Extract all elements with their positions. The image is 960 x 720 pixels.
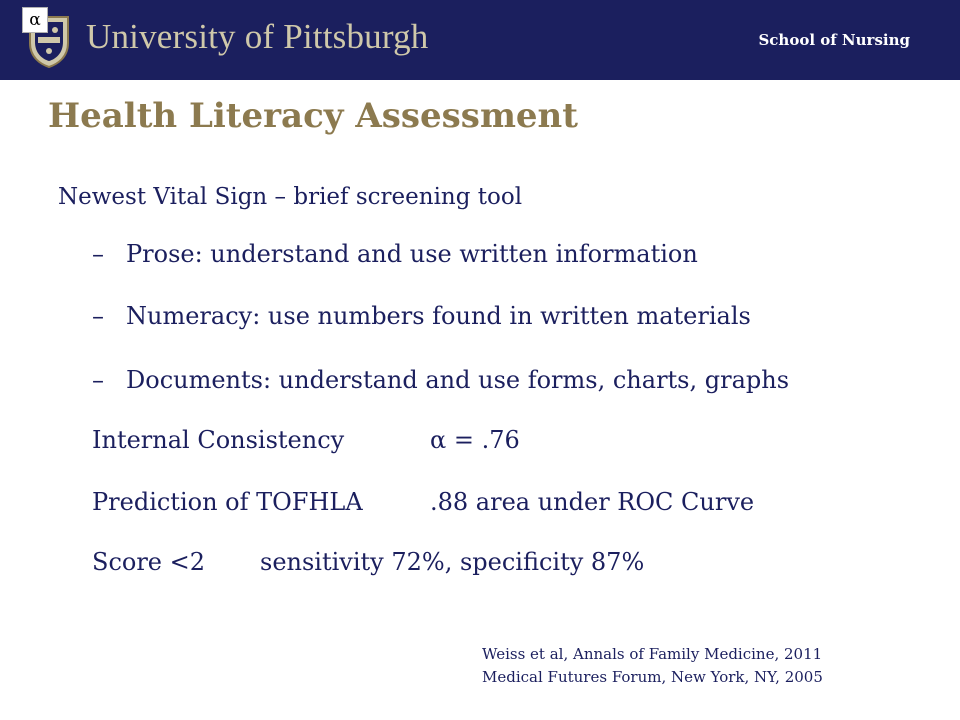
citation: Medical Futures Forum, New York, NY, 2005 [482, 668, 823, 686]
stat-label: Prediction of TOFHLA [92, 488, 363, 516]
slide-title: Health Literacy Assessment [48, 96, 578, 136]
header-banner [0, 0, 960, 80]
stat-row-prediction [92, 488, 755, 516]
bullet-dash: – [92, 366, 104, 394]
stat-value: .88 area under ROC Curve [430, 488, 755, 516]
bullet-item [92, 366, 789, 394]
bullet-text: Numeracy: use numbers found in written materials [126, 302, 751, 330]
citation: Weiss et al, Annals of Family Medicine, 2011 [482, 645, 823, 663]
lead-text: Newest Vital Sign – brief screening tool [58, 184, 523, 210]
bullet-item [92, 240, 698, 268]
university-wordmark: University of Pittsburgh [86, 17, 429, 56]
bullet-text: Prose: understand and use written information [126, 240, 698, 268]
bullet-text: Documents: understand and use forms, charts, graphs [126, 366, 790, 394]
stat-row-score [92, 548, 645, 576]
school-name: School of Nursing [758, 31, 910, 49]
stat-value: sensitivity 72%, specificity 87% [260, 548, 645, 576]
stat-label: Score <2 [92, 548, 206, 576]
bullet-item [92, 302, 751, 330]
bullet-dash: – [92, 302, 104, 330]
stat-row-internal-consistency [92, 426, 520, 454]
alpha-symbol-box: α [22, 7, 48, 33]
bullet-dash: – [92, 240, 104, 268]
stat-value: α = .76 [430, 426, 520, 454]
stat-label: Internal Consistency [92, 426, 345, 454]
